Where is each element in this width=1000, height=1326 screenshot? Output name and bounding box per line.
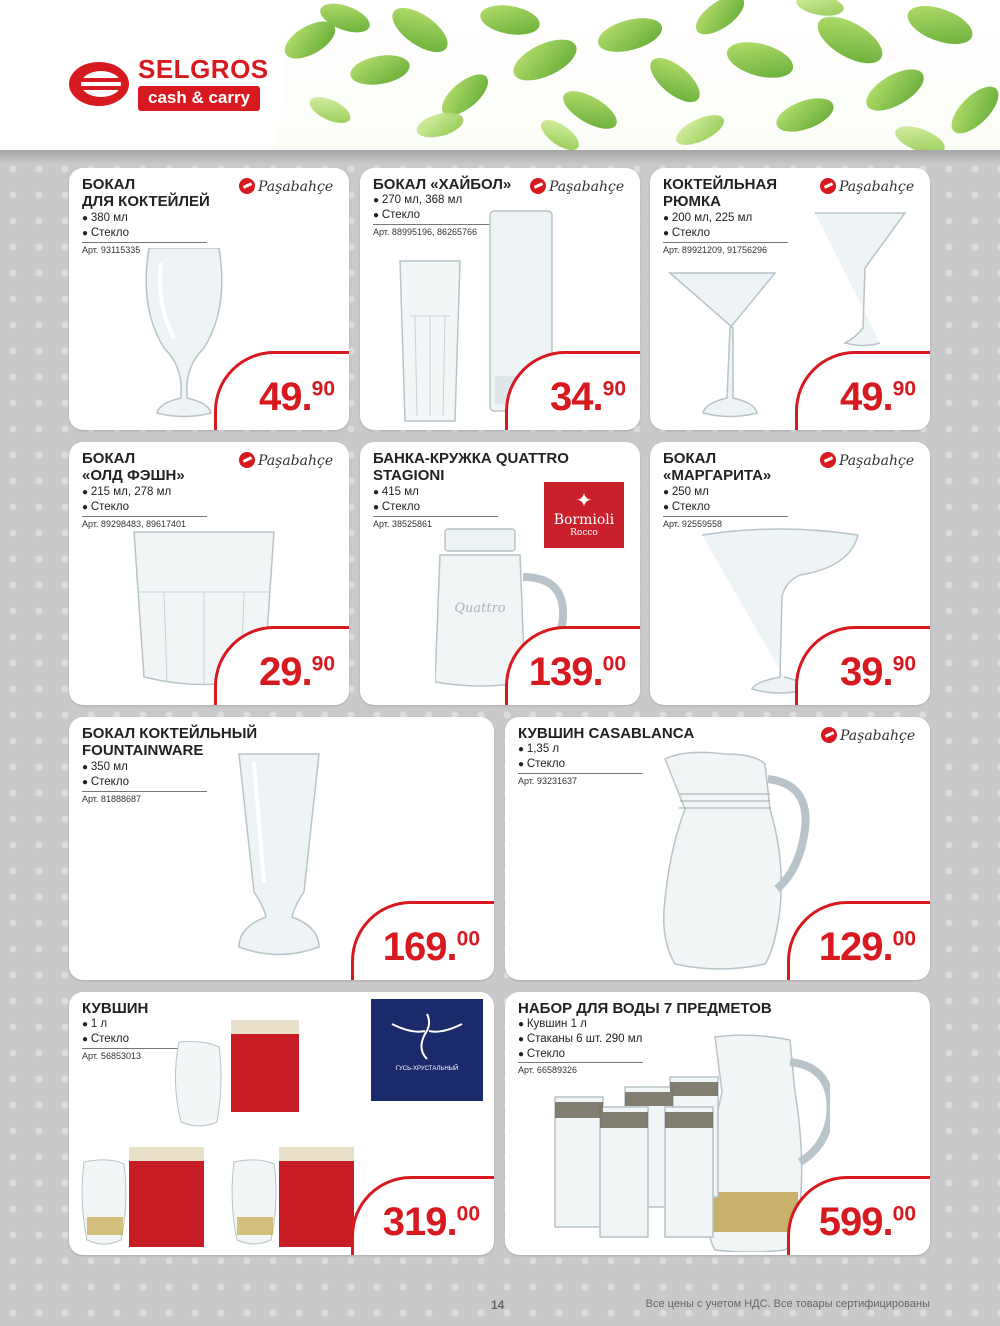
product-card-cocktail-coupe[interactable]	[650, 168, 930, 430]
product-title: БОКАЛ ДЛЯ КОКТЕЙЛЕЙ	[82, 176, 210, 210]
page-number: 14	[491, 1298, 505, 1312]
article-number: Арт. 93115335	[82, 242, 207, 255]
product-title: БОКАЛ «МАРГАРИТА»	[663, 450, 772, 484]
swan-icon	[387, 1009, 467, 1064]
spec-item: ● 1 л	[82, 1017, 129, 1032]
spec-item: ● Стекло	[518, 1047, 642, 1062]
product-card-highball[interactable]	[360, 168, 640, 430]
product-title: БОКАЛ «ХАЙБОЛ»	[373, 176, 512, 193]
article-number: Арт. 89921209, 91756296	[663, 242, 788, 255]
price-cents: 90	[602, 377, 626, 401]
spec-item: ● Стекло	[373, 208, 462, 223]
price-cents: 90	[892, 377, 916, 401]
spec-item: ● 250 мл	[663, 485, 710, 500]
bormioli-line1: Bormioli	[553, 512, 615, 528]
brand-logo-pasabahce: Paşabahçe	[820, 452, 914, 469]
pasabahce-mark-icon	[530, 178, 546, 194]
brand-logo-pasabahce: Paşabahçe	[820, 178, 914, 195]
gift-box-illustration	[79, 1012, 379, 1252]
price-main: 29.	[259, 650, 312, 694]
spec-item: ● 215 мл, 278 мл	[82, 485, 171, 500]
spec-item: ● 270 мл, 368 мл	[373, 193, 462, 208]
product-specs	[518, 742, 565, 772]
spec-item: ● Стаканы 6 шт. 290 мл	[518, 1032, 642, 1047]
glass-illustration	[224, 752, 334, 967]
price-main: 39.	[840, 650, 893, 694]
article-number: Арт. 89298483, 89617401	[82, 516, 207, 529]
selgros-logo[interactable]	[68, 52, 278, 114]
product-card-casablanca-pitcher[interactable]	[505, 717, 930, 980]
gus-brand-text: ГУСЬ-ХРУСТАЛЬНЫЙ	[395, 1066, 459, 1072]
header-banner	[0, 0, 1000, 150]
pasabahce-mark-icon	[821, 727, 837, 743]
product-title: КОКТЕЙЛЬНАЯ РЮМКА	[663, 176, 778, 210]
price-cents: 90	[311, 652, 335, 676]
price-cents: 00	[456, 1202, 480, 1226]
spec-item: ● Кувшин 1 л	[518, 1017, 642, 1032]
selgros-logo-icon	[68, 56, 130, 112]
product-specs	[82, 485, 171, 515]
price-cents: 00	[602, 652, 626, 676]
product-card-old-fashioned[interactable]	[69, 442, 349, 705]
spec-item: ● Стекло	[663, 500, 710, 515]
price-cents: 90	[892, 652, 916, 676]
logo-tagline: cash & carry	[138, 86, 260, 111]
price-cents: 00	[456, 927, 480, 951]
header-shadow	[0, 150, 1000, 164]
spec-item: ● 200 мл, 225 мл	[663, 211, 752, 226]
water-set-illustration	[550, 1032, 830, 1252]
gus-khrustalny-logo	[371, 999, 483, 1101]
spec-item: ● 350 мл	[82, 760, 129, 775]
pasabahce-mark-icon	[239, 452, 255, 468]
price-cents: 90	[311, 377, 335, 401]
price-main: 599.	[818, 1200, 893, 1244]
price-tag	[351, 901, 494, 980]
product-card-cocktail-glass[interactable]	[69, 168, 349, 430]
spec-item: ● Стекло	[82, 226, 129, 241]
product-title: БОКАЛ КОКТЕЙЛЬНЫЙ FOUNTAINWARE	[82, 725, 258, 759]
product-card-pitcher-gift[interactable]	[69, 992, 494, 1255]
spec-item: ● Стекло	[82, 775, 129, 790]
brand-logo-pasabahce: Paşabahçe	[239, 452, 333, 469]
brand-logo-pasabahce: Paşabahçe	[239, 178, 333, 195]
brand-logo-pasabahce: Paşabahçe	[821, 727, 915, 744]
product-title: НАБОР ДЛЯ ВОДЫ 7 ПРЕДМЕТОВ	[518, 1000, 772, 1017]
price-cents: 00	[892, 927, 916, 951]
article-number: Арт. 92559558	[663, 516, 788, 529]
article-number: Арт. 56853013	[82, 1048, 207, 1061]
spec-item: ● 1,35 л	[518, 742, 565, 757]
price-main: 34.	[550, 375, 603, 419]
footer-note: Все цены с учетом НДС. Все товары сертифицированы	[645, 1298, 930, 1310]
product-title: БОКАЛ «ОЛД ФЭШН»	[82, 450, 185, 484]
article-number: Арт. 88995196, 86265766	[373, 224, 498, 237]
spec-item: ● 415 мл	[373, 485, 420, 500]
spec-item: ● Стекло	[373, 500, 420, 515]
spec-item: ● 380 мл	[82, 211, 129, 226]
product-specs	[82, 760, 129, 790]
price-tag	[214, 351, 349, 430]
article-number: Арт. 38525861	[373, 516, 498, 529]
article-number: Арт. 66589326	[518, 1062, 643, 1075]
product-card-margarita[interactable]	[650, 442, 930, 705]
product-title: КУВШИН	[82, 1000, 149, 1017]
price-cents: 00	[892, 1202, 916, 1226]
product-card-fountainware[interactable]	[69, 717, 494, 980]
spec-item: ● Стекло	[518, 757, 565, 772]
price-main: 139.	[528, 650, 603, 694]
article-number: Арт. 93231637	[518, 773, 643, 786]
article-number: Арт. 81888687	[82, 791, 207, 804]
product-card-mason-jar-mug[interactable]	[360, 442, 640, 705]
bormioli-rocco-logo: ✦ Bormioli Rocco	[544, 482, 624, 548]
product-specs	[663, 485, 710, 515]
product-title: БАНКА-КРУЖКА QUATTRO STAGIONI	[373, 450, 569, 484]
logo-name: SELGROS	[138, 54, 269, 84]
product-title: КУВШИН CASABLANCA	[518, 725, 695, 742]
price-main: 49.	[840, 375, 893, 419]
product-specs	[373, 485, 420, 515]
bormioli-line2: Rocco	[570, 528, 598, 538]
svg-text:Quattro: Quattro	[454, 601, 506, 616]
spec-item: ● Стекло	[82, 1032, 129, 1047]
price-main: 129.	[818, 925, 893, 969]
pasabahce-mark-icon	[820, 452, 836, 468]
brand-logo-pasabahce: Paşabahçe	[530, 178, 624, 195]
price-main: 49.	[259, 375, 312, 419]
spec-item: ● Стекло	[663, 226, 752, 241]
product-card-water-set[interactable]	[505, 992, 930, 1255]
price-main: 319.	[382, 1200, 457, 1244]
product-specs	[82, 211, 129, 241]
pasabahce-mark-icon	[820, 178, 836, 194]
price-main: 169.	[382, 925, 457, 969]
pasabahce-mark-icon	[239, 178, 255, 194]
spec-item: ● Стекло	[82, 500, 171, 515]
